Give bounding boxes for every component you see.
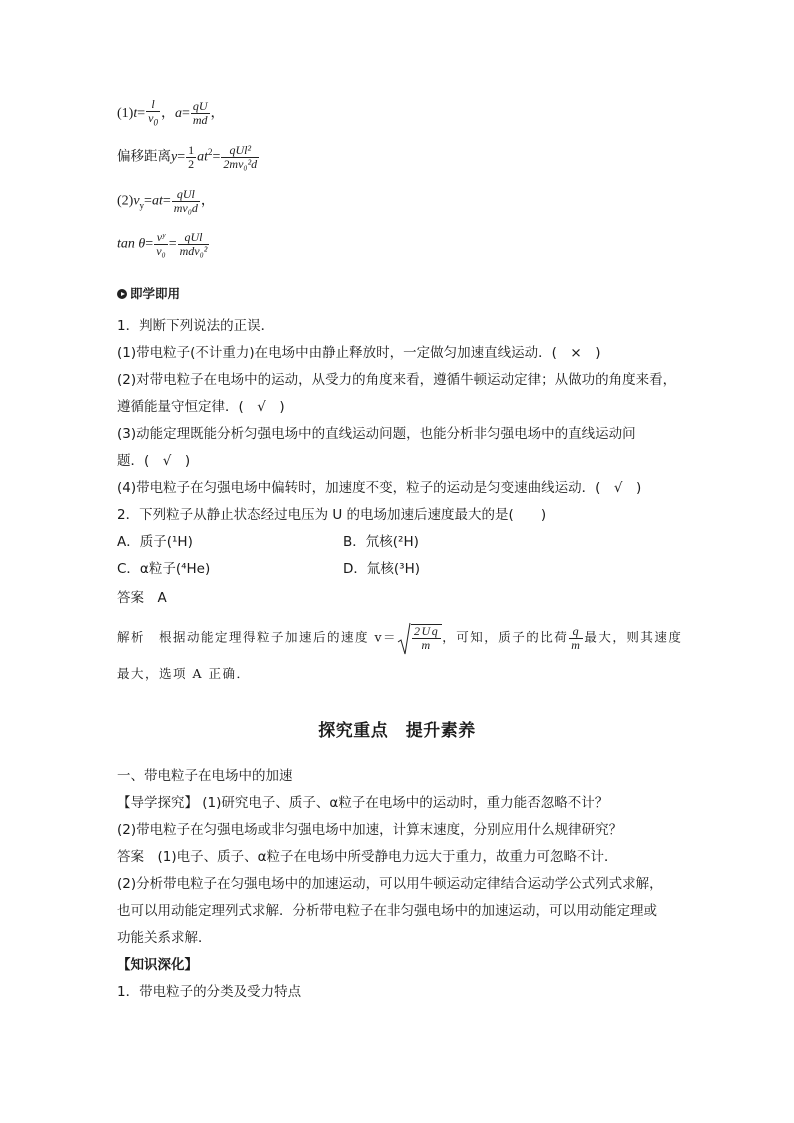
formula-offset: 偏移距离y= $\frac{1}{2}$ $at^2=$ $\frac{\text{qUl²}}{\text{2mv₀²d}}$	[117, 142, 258, 171]
q1-item-3-line2: 题．( √ )	[117, 453, 191, 469]
fraction-vy: $\frac{\text{qUl}}{\text{mv₀d}}$	[173, 187, 198, 215]
fraction-l-over-v0	[146, 98, 160, 129]
q1-item-3-line1: (3)动能定理既能分析匀强电场中的直线运动问题，也能分析非匀强电场中的直线运动问	[117, 426, 636, 442]
option-a: A．质子(¹H)	[117, 534, 193, 550]
fraction-vy-over-v0: $\frac{\text{vʸ}}{\text{v₀}}$	[156, 230, 166, 258]
var-y: y	[171, 149, 178, 165]
answer-2-line2: 也可以用动能定理列式求解．分析带电粒子在非匀强电场中的加速运动，可以用动能定理或	[117, 903, 657, 919]
option-c: C．α粒子(⁴He)	[117, 561, 211, 577]
guide-question-1: 【导学探究】 (1)研究电子、质子、α粒子在电场中的运动时，重力能否忽略不计？	[117, 795, 609, 811]
analysis-line1: 解析 根据动能定理得粒子加速后的速度 v＝ $\frac{2Uq}{m}$ ，可知，质子的比荷 $\frac{q}{m}$ 最大，则其速度	[117, 623, 683, 652]
analysis-line2: 最大，选项 A 正确．	[117, 666, 251, 681]
fraction-q-over-m: $\frac{q}{m}$	[571, 623, 582, 652]
knowledge-header: 【知识深化】	[117, 957, 198, 973]
var-t: t	[133, 105, 138, 121]
den: $v_0$	[148, 111, 158, 128]
fraction-qu-over-md	[191, 100, 210, 127]
fraction-half: $\frac{1}{2}$	[188, 142, 195, 171]
formula-tan: tan θ= $\frac{\text{vʸ}}{\text{v₀}}$ = $\frac{\text{qUl}}{\text{mdv₀²}}$	[117, 230, 208, 258]
section-title: 探究重点 提升素养	[318, 721, 476, 741]
practice-header: 即学即用	[117, 284, 180, 304]
formula-label: (2)	[117, 193, 134, 209]
subsection-title: 一、带电粒子在电场中的加速	[117, 768, 293, 784]
formula-label: (1)	[117, 105, 134, 121]
guide-question-2: (2)带电粒子在匀强电场或非匀强电场中加速，计算末速度，分别应用什么规律研究？	[117, 822, 623, 838]
num: l	[146, 98, 160, 112]
answer: 答案 A	[117, 590, 167, 606]
sqrt-expression: $\frac{2Uq}{m}$	[397, 624, 442, 652]
q1-item-2-line1: (2)对带电粒子在电场中的运动，从受力的角度来看，遵循牛顿运动定律；从做功的角度来看，	[117, 372, 677, 388]
formula-time-accel: (1)t= $\frac{l}{v_0}$ ，a= $\frac{qU}{md}$ ，	[117, 97, 225, 128]
option-b: B．氘核(²H)	[343, 534, 419, 550]
option-d: D．氚核(³H)	[343, 561, 420, 577]
q1-item-1: (1)带电粒子(不计重力)在电场中由静止释放时，一定做匀加速直线运动．( × )	[117, 345, 601, 361]
answer-2-line3: 功能关系求解．	[117, 930, 212, 946]
answer-1: 答案 (1)电子、质子、α粒子在电场中所受静电力远大于重力，故重力可忽略不计．	[117, 849, 618, 865]
num: qU	[192, 99, 208, 114]
play-circle-icon	[117, 289, 127, 299]
q1-title: 1．判断下列说法的正误．	[117, 318, 275, 334]
answer-2-line1: (2)分析带电粒子在匀强电场中的加速运动，可以用牛顿运动定律结合运动学公式列式求解，	[117, 876, 663, 892]
q1-item-4: (4)带电粒子在匀强电场中偏转时，加速度不变，粒子的运动是匀变速曲线运动．( √ )	[117, 480, 642, 496]
fraction-tan: $\frac{\text{qUl}}{\text{mdv₀²}}$	[179, 230, 208, 258]
formula-vy: $(2)v_y=at=$ $\frac{\text{qUl}}{\text{mv₀d}}$ ，	[117, 187, 215, 215]
formula-label: 偏移距离	[117, 148, 171, 165]
den: md	[192, 113, 208, 128]
var-at: at	[197, 149, 209, 165]
var-a: a	[174, 105, 182, 121]
q2-title: 2．下列粒子从静止状态经过电压为 U 的电场加速后速度最大的是( )	[117, 507, 547, 523]
knowledge-item-1: 1．带电粒子的分类及受力特点	[117, 984, 302, 1000]
fraction-offset: $\frac{\text{qUl²}}{\text{2mv₀²d}}$	[223, 142, 258, 171]
q1-item-2-line2: 遵循能量守恒定律．( √ )	[117, 399, 285, 415]
